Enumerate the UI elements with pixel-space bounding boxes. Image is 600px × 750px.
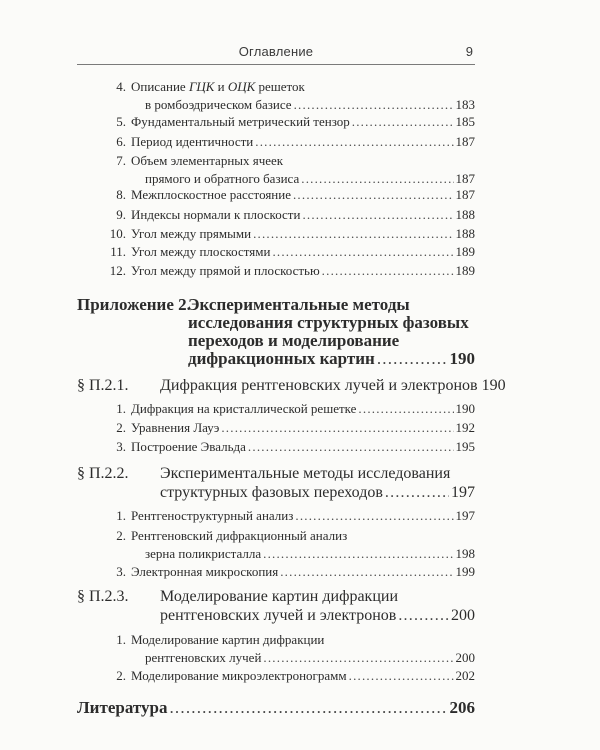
- toc-item-title: Моделирование картин дифракции: [131, 632, 325, 647]
- toc-item-title: Индексы нормали к плоскости: [131, 207, 301, 222]
- toc-item-title: Угол между прямыми: [131, 226, 252, 241]
- toc-page-number: 189: [455, 244, 475, 259]
- toc-page-number: 187: [455, 187, 475, 202]
- toc-page-number: 187: [455, 171, 475, 186]
- toc-item-title: Объем элементарных ячеек: [131, 153, 284, 168]
- toc-item-title: Построение Эвальда: [131, 439, 246, 454]
- toc-item-title: Моделирование микроэлектронограмм: [131, 668, 347, 683]
- literature-title: Литература: [77, 698, 168, 717]
- toc-page-number: 202: [455, 668, 475, 683]
- running-header: [77, 40, 475, 65]
- toc-item-title: Межплоскостное расстояние: [131, 187, 291, 202]
- section-number: § П.2.3.: [77, 588, 129, 605]
- toc-page-number: 200: [455, 650, 475, 665]
- toc-item-title: Описание ГЦК и ОЦК решеток: [131, 79, 305, 94]
- section-title: Моделирование картин дифракции: [160, 588, 398, 605]
- toc-page-number: 206: [449, 698, 475, 717]
- toc-page-number: 192: [455, 420, 475, 435]
- toc-page-number: 185: [455, 114, 475, 129]
- toc-page-number: 197: [451, 484, 475, 501]
- toc-page-number: 183: [455, 97, 475, 112]
- toc-page-number: 188: [455, 207, 475, 222]
- toc-page-number: 198: [455, 546, 475, 561]
- toc-item-title: Уравнения Лауэ: [131, 420, 220, 435]
- toc-page-number: 188: [455, 226, 475, 241]
- toc-item-title: Угол между плоскостями: [131, 244, 271, 259]
- toc-page-number: 190: [455, 401, 475, 416]
- header-title: Оглавление: [238, 44, 314, 59]
- toc-page-number: 195: [455, 439, 475, 454]
- toc-item-title: Рентгеновский дифракционный анализ: [131, 528, 348, 543]
- toc-item-title: Фундаментальный метрический тензор: [131, 114, 350, 129]
- section-title: Экспериментальные методы исследования: [160, 465, 451, 482]
- section-title: Дифракция рентгеновских лучей и электронов: [160, 377, 478, 394]
- toc-item-title: Угол между прямой и плоскостью: [131, 263, 320, 278]
- toc-item-title: Электронная микроскопия: [131, 564, 279, 579]
- toc-page-number: 197: [455, 508, 475, 523]
- toc-page-number: 189: [455, 263, 475, 278]
- section-number: § П.2.2.: [77, 465, 129, 482]
- appendix-label: Приложение 2.: [77, 295, 191, 314]
- section-number: § П.2.1.: [77, 377, 129, 394]
- toc-page-number: 199: [455, 564, 475, 579]
- toc-item-title: Дифракция на кристаллической решетке: [131, 401, 357, 416]
- toc-item-title: Период идентичности: [131, 134, 254, 149]
- toc-page-number: 187: [455, 134, 475, 149]
- toc-page-number: 190: [481, 377, 506, 394]
- header-page-number: 9: [465, 44, 473, 59]
- toc-item-title: Рентгеноструктурный анализ: [131, 508, 294, 523]
- toc-page-number: 190: [449, 349, 475, 368]
- toc-page-number: 200: [451, 607, 475, 624]
